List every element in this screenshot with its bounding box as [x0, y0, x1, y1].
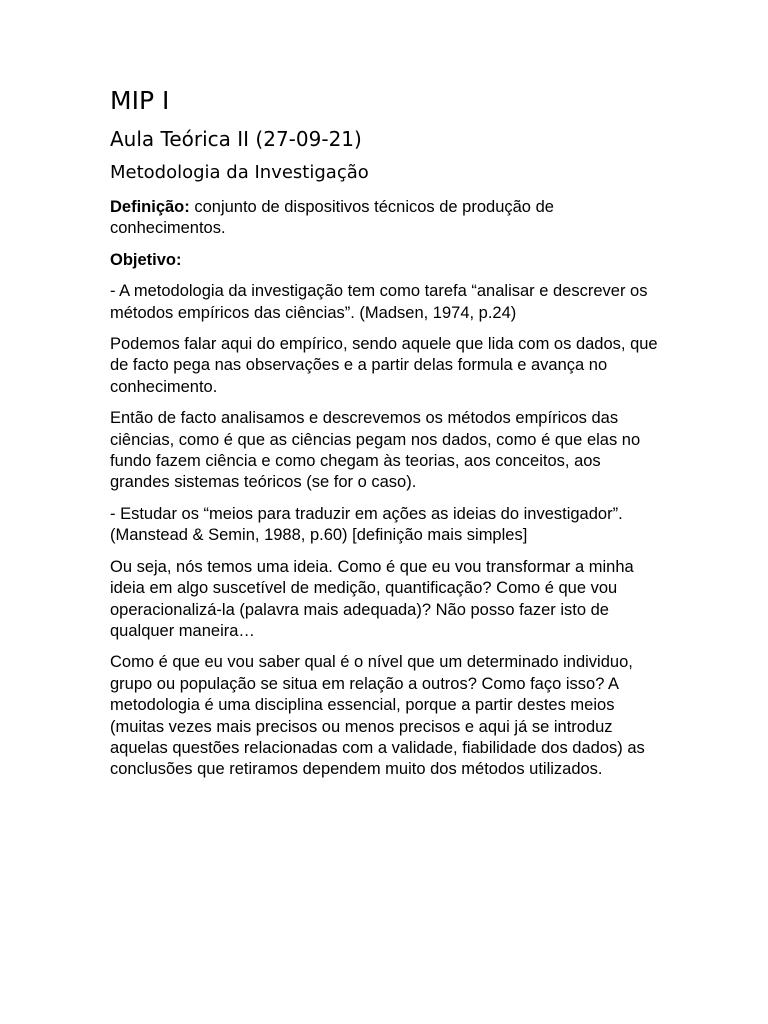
objective-label: Objetivo: — [110, 250, 182, 269]
body-paragraph: - A metodologia da investigação tem como tarefa “analisar e descrever os métodos empíricos das ciências”. (Madsen, 1974, p.24) — [110, 282, 648, 322]
document-title: MIP I — [110, 86, 170, 115]
body-paragraph: Ou seja, nós temos uma ideia. Como é que eu vou transformar a minha ideia em algo suscetível de medição, quantificação? Como é que vou operacionalizá-la (palavra mais adequada)? Não posso fazer isto de qualquer maneira… — [110, 557, 634, 640]
definition-text: conjunto de dispositivos técnicos de produção de conhecimentos. — [110, 198, 554, 238]
definition-label: Definição: — [110, 198, 190, 216]
body-paragraph: Como é que eu vou saber qual é o nível que um determinado individuo, grupo ou população se situa em relação a outros? Como faço isso? A metodologia é uma disciplina essencial, porque a partir destes meios (muitas vezes mais precisos ou menos precisos e aqui já se introduz aquelas questões relacionadas com a validade, fiabilidade dos dados) as conclusões que retiramos dependem muito dos métodos utilizados. — [110, 653, 645, 779]
body-paragraph: Então de facto analisamos e descrevemos os métodos empíricos das ciências, como é que as ciências pegam nos dados, como é que elas no fundo fazem ciência e como chegam às teorias, aos conceitos, aos grandes sistemas teóricos (se for o caso). — [110, 409, 641, 492]
document-page — [110, 86, 660, 781]
lecture-heading: Aula Teórica II (27-09-21) — [110, 127, 362, 151]
body-paragraph: Podemos falar aqui do empírico, sendo aquele que lida com os dados, que de facto pega nas observações e a partir delas formula e avança no conhecimento. — [110, 335, 658, 396]
section-heading: Metodologia da Investigação — [110, 162, 369, 183]
body-paragraph: - Estudar os “meios para traduzir em ações as ideias do investigador”. (Manstead & Semin, 1988, p.60) [definição mais simples] — [110, 504, 623, 545]
definition-paragraph — [110, 197, 660, 240]
